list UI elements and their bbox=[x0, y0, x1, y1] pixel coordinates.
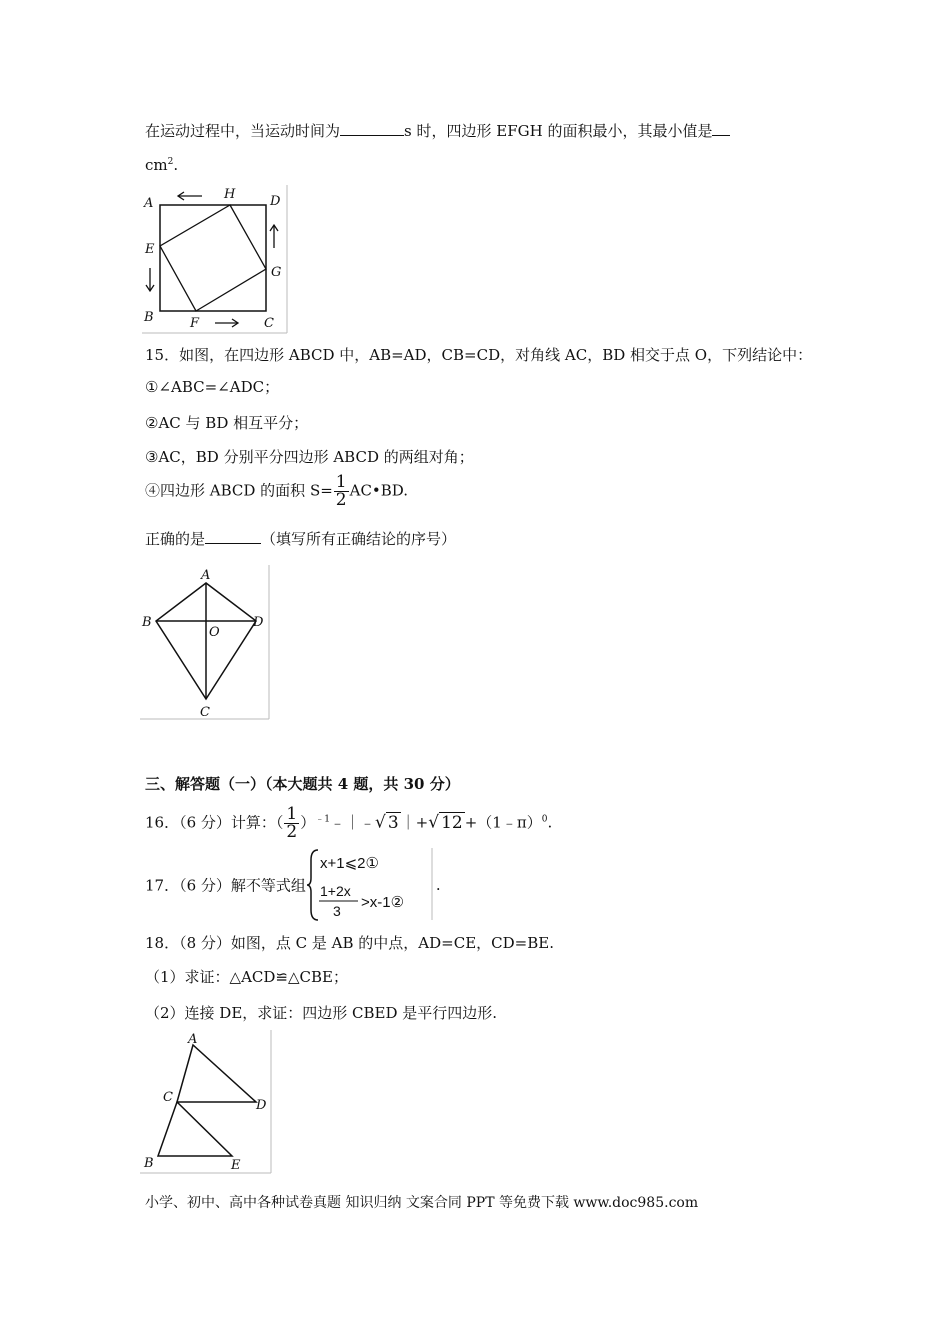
triangle-acd bbox=[177, 1045, 256, 1102]
label-b: B bbox=[142, 615, 152, 630]
q16-end: . bbox=[547, 813, 553, 832]
arrow-up-icon bbox=[270, 225, 278, 248]
arrow-right-icon bbox=[215, 319, 238, 327]
q18-stem: 18．（8 分）如图，点 C 是 AB 的中点，AD=CE，CD=BE. bbox=[145, 934, 554, 952]
q15-figure bbox=[140, 565, 272, 723]
q16-sqrt3: √ 3 bbox=[375, 812, 399, 833]
q15-answer-blank bbox=[205, 529, 261, 544]
q17-ineq2: >x-1② bbox=[360, 894, 404, 911]
label-b: B bbox=[144, 310, 154, 325]
label-a: A bbox=[144, 196, 154, 211]
q16-mid3: +（1﹣π） bbox=[464, 813, 542, 832]
triangle-cbe bbox=[158, 1102, 232, 1156]
label-a: A bbox=[201, 568, 211, 583]
q16-frac-den: 2 bbox=[286, 822, 298, 842]
arrow-down-icon bbox=[146, 268, 154, 291]
q16-close: ） bbox=[300, 813, 316, 832]
q15-choice-4 bbox=[145, 474, 408, 509]
q15-choice-2: ②AC 与 BD 相互平分； bbox=[145, 414, 309, 432]
q16-sqrt3-radicand: 3 bbox=[387, 812, 399, 833]
q15-fraction bbox=[334, 474, 349, 509]
q14-blank-min bbox=[712, 121, 730, 136]
q17-ineq1: x+1⩽2① bbox=[319, 855, 379, 872]
label-f: F bbox=[190, 316, 200, 331]
q17-frac-num: 1+2x bbox=[319, 883, 351, 899]
label-e: E bbox=[145, 242, 155, 257]
q17-frac-den: 3 bbox=[332, 903, 341, 919]
q18-part-1: （1）求证：△ACD≌△CBE； bbox=[145, 968, 348, 986]
section-heading: 三、解答题（一）（本大题共 4 题，共 30 分） bbox=[145, 775, 460, 793]
q15-frac-num: 1 bbox=[335, 472, 347, 492]
q16-exp2: 0 bbox=[541, 814, 548, 825]
q14-line-2 bbox=[145, 156, 178, 174]
q14-unit-sup: 2 bbox=[167, 157, 174, 167]
label-o: O bbox=[209, 625, 220, 640]
q15-ans-post: （填写所有正确结论的序号） bbox=[261, 530, 457, 548]
label-e: E bbox=[231, 1158, 241, 1173]
q15-answer-line bbox=[145, 528, 456, 549]
q16-sqrt12: √ 12 bbox=[428, 812, 463, 833]
q14-text-a: 在运动过程中，当运动时间为 bbox=[145, 122, 341, 140]
q15-stem: 15．如图，在四边形 ABCD 中，AB=AD，CB=CD，对角线 AC，BD 相交于点 O，下列结论中： bbox=[145, 346, 813, 364]
q15-c4-pre: ④四边形 ABCD 的面积 S= bbox=[145, 481, 333, 500]
q14-figure bbox=[142, 185, 290, 335]
q16-exp1: ﹣1 bbox=[315, 814, 330, 825]
quad-efgh bbox=[160, 205, 266, 311]
label-a: A bbox=[188, 1032, 198, 1047]
q15-choice-3: ③AC，BD 分别平分四边形 ABCD 的两组对角； bbox=[145, 448, 474, 466]
label-h: H bbox=[224, 187, 236, 202]
square-abcd bbox=[160, 205, 266, 311]
label-d: D bbox=[270, 194, 281, 209]
q14-line bbox=[145, 120, 730, 141]
q17-end: . bbox=[435, 876, 441, 894]
q17-line bbox=[145, 848, 441, 922]
page-footer: 小学、初中、高中各种试卷真题 知识归纳 文案合同 PPT 等免费下载 www.doc985.com bbox=[145, 1195, 699, 1211]
q14-end: . bbox=[173, 156, 179, 174]
q15-c4-post: AC•BD. bbox=[349, 481, 409, 500]
q14-blank-time bbox=[340, 121, 404, 136]
brace-icon bbox=[307, 850, 318, 920]
q15-ans-pre: 正确的是 bbox=[145, 530, 206, 548]
q18-part-2: （2）连接 DE，求证：四边形 CBED 是平行四边形. bbox=[145, 1004, 498, 1022]
q16-frac-num: 1 bbox=[286, 804, 298, 824]
q14-text-b: s 时，四边形 EFGH 的面积最小，其最小值是 bbox=[404, 122, 713, 140]
q16-mid2: ｜+ bbox=[400, 813, 429, 832]
q16-sqrt12-radicand: 12 bbox=[441, 812, 463, 833]
label-g: G bbox=[271, 265, 282, 280]
q16-pre: 16．（6 分）计算：（ bbox=[145, 813, 284, 832]
label-d: D bbox=[256, 1098, 267, 1113]
q15-frac-den: 2 bbox=[335, 490, 347, 510]
q16-line bbox=[145, 806, 552, 841]
q17-pre: 17．（6 分）解不等式组 bbox=[145, 876, 306, 895]
q17-system-graphic bbox=[306, 848, 436, 922]
label-c: C bbox=[163, 1090, 173, 1105]
label-c: C bbox=[200, 705, 210, 720]
label-b: B bbox=[144, 1156, 154, 1171]
q18-figure bbox=[140, 1030, 274, 1176]
q15-choice-1: ①∠ABC=∠ADC； bbox=[145, 378, 280, 396]
arrow-left-icon bbox=[178, 192, 202, 200]
q14-unit: cm bbox=[145, 156, 168, 174]
q17-system bbox=[306, 848, 436, 922]
q16-mid1: ﹣｜﹣ bbox=[329, 813, 375, 832]
label-c: C bbox=[264, 316, 274, 331]
label-d: D bbox=[253, 615, 264, 630]
q16-fraction bbox=[284, 806, 299, 841]
